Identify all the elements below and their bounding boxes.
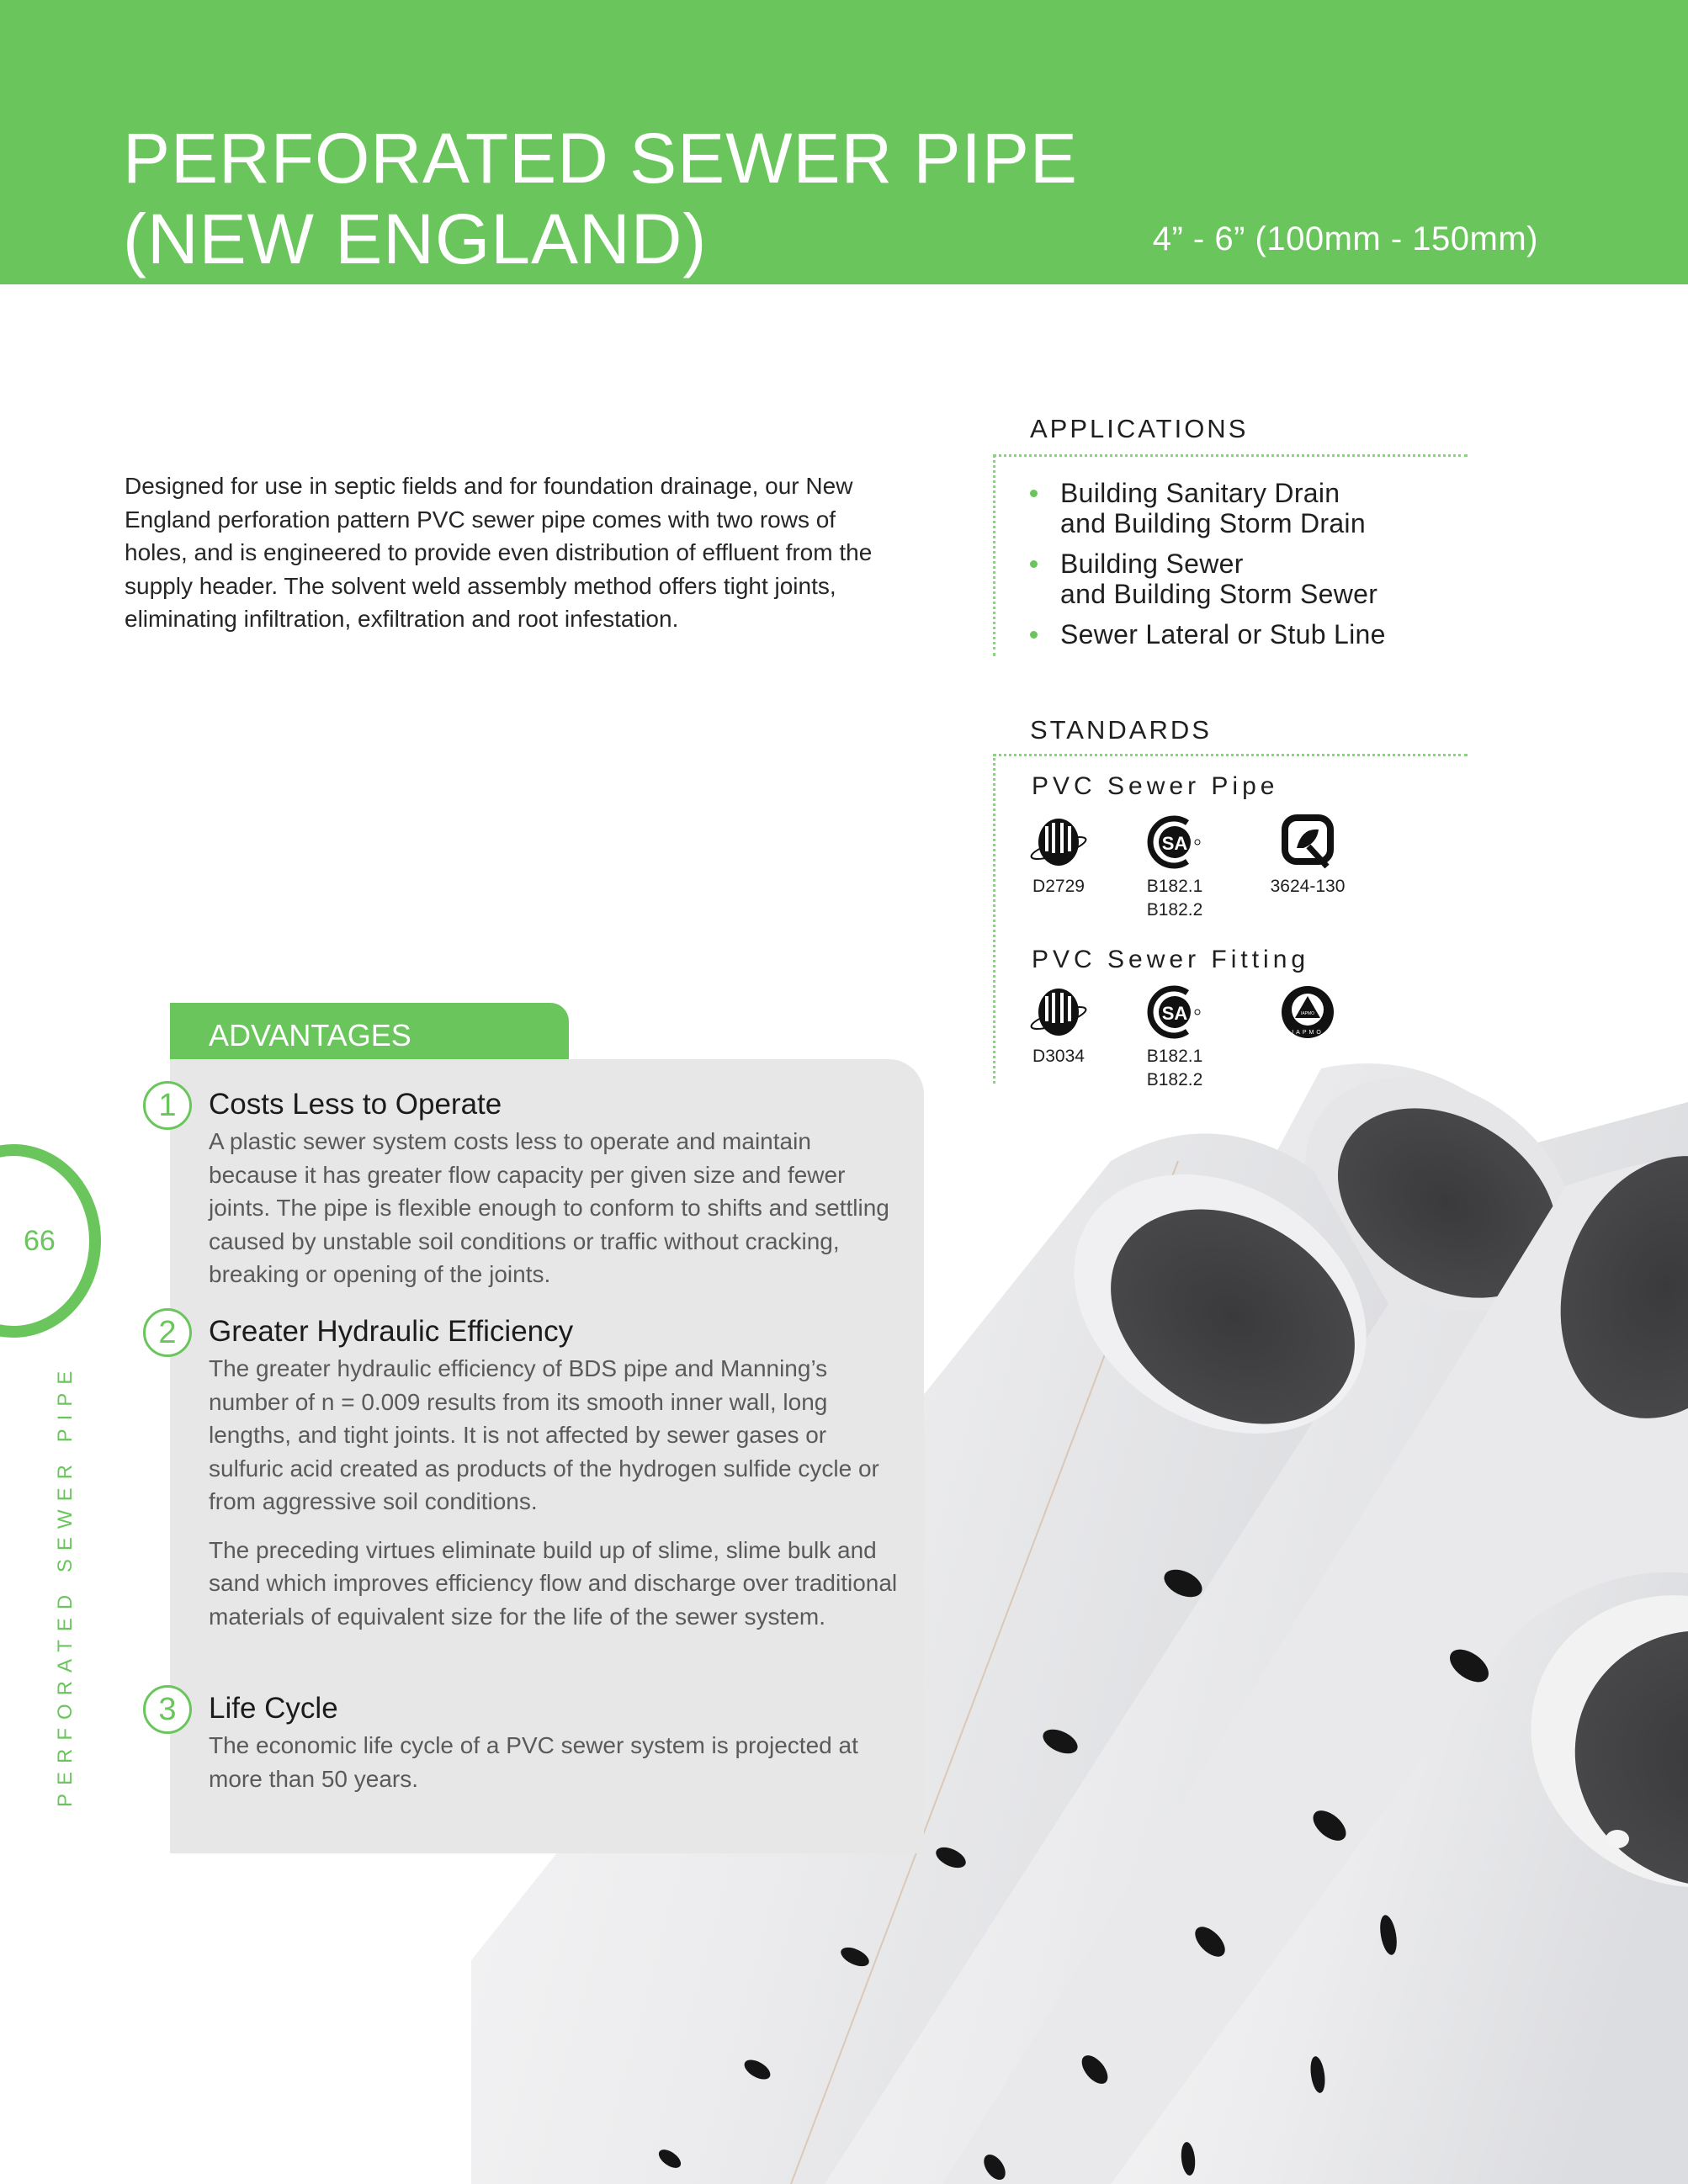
standard-code: 3624-130 — [1270, 877, 1346, 896]
bullet-icon — [1030, 631, 1038, 639]
standard-item — [991, 814, 1126, 899]
advantage-body — [209, 1352, 899, 1633]
advantage-paragraph: A plastic sewer system costs less to operate and maintain because it has greater flow capacity per given size and fewer joints. The pipe is flexible enough to conform to shifts and settling caused by unstable soil conditions or traffic without cracking, breaking or opening of the joints. — [209, 1128, 889, 1287]
standard-code: D3034 — [1032, 1047, 1085, 1066]
dotted-divider — [993, 454, 1468, 457]
standard-item — [1240, 984, 1375, 1040]
bullet-icon — [1030, 490, 1038, 497]
number-circle-icon: 2 — [143, 1308, 192, 1357]
standards-group-title: PVC Sewer Pipe — [1032, 772, 1279, 800]
list-item-text: Sewer Lateral or Stub Line — [1060, 619, 1386, 649]
section-side-label: PERFORATED SEWER PIPE — [54, 1362, 77, 1807]
standard-codes — [991, 875, 1126, 899]
standard-code: B182.2 — [1146, 900, 1203, 920]
advantages-card — [158, 1059, 924, 1853]
standards-group-title: PVC Sewer Fitting — [1032, 946, 1310, 973]
applications-list — [1030, 478, 1386, 660]
standard-code: D2729 — [1032, 877, 1085, 896]
number-circle-icon: 1 — [143, 1081, 192, 1130]
advantage-paragraph: The preceding virtues eliminate build up of slime, slime bulk and sand which improves efficiency flow and discharge over traditional materials of equivalent size for the life of the sewer system. — [209, 1536, 898, 1630]
page-number: 66 — [24, 1225, 56, 1257]
dotted-divider — [993, 454, 995, 656]
csa-logo-icon — [1145, 814, 1204, 870]
standard-code: B182.2 — [1146, 1070, 1203, 1089]
applications-section — [993, 404, 1468, 665]
size-range: 4” - 6” (100mm - 150mm) — [1152, 220, 1538, 257]
advantage-title: Life Cycle — [209, 1692, 338, 1725]
svg-text:SA: SA — [1161, 1003, 1188, 1024]
svg-text:SA: SA — [1161, 833, 1188, 854]
iapmo-logo-icon — [1278, 984, 1337, 1040]
list-item-text: and Building Storm Drain — [1060, 508, 1366, 538]
standard-item — [1240, 814, 1375, 899]
standards-section — [993, 705, 1468, 1092]
standards-heading: STANDARDS — [1030, 715, 1212, 745]
advantages-tab — [170, 1003, 569, 1062]
dotted-divider — [993, 754, 1468, 756]
astm-logo-icon — [1029, 814, 1088, 870]
advantage-paragraph: The greater hydraulic efficiency of BDS pipe and Manning’s number of n = 0.009 results from its smooth inner wall, long lengths, and tight joints. It is not affected by sewer gases or sulfuric acid created as products of the hydrogen sulfide cycle or from aggressive soil conditions. — [209, 1355, 879, 1514]
advantage-title: Costs Less to Operate — [209, 1088, 502, 1121]
advantage-body — [209, 1125, 899, 1291]
svg-text:IAPMO: IAPMO — [1300, 1011, 1315, 1016]
applications-heading: APPLICATIONS — [1030, 414, 1249, 443]
advantages-heading: ADVANTAGES — [209, 1018, 411, 1052]
standard-codes — [1107, 875, 1242, 922]
list-item-text: Building Sewer — [1060, 549, 1244, 579]
bullet-icon — [1030, 560, 1038, 568]
title-line-2: (NEW ENGLAND) — [123, 199, 708, 278]
number-circle-icon: 3 — [143, 1685, 192, 1734]
csa-logo-icon — [1145, 984, 1204, 1040]
svg-text:IAPMO: IAPMO — [1292, 1030, 1324, 1036]
bnq-logo-icon — [1278, 814, 1337, 870]
advantage-body — [209, 1729, 899, 1795]
list-item-text: and Building Storm Sewer — [1060, 579, 1378, 609]
standard-item — [1107, 814, 1242, 922]
intro-paragraph: Designed for use in septic fields and for foundation drainage, our New England perforation pattern PVC sewer pipe comes with two rows of holes, and is engineered to provide even distribution of effluent from the supply header. The solvent weld assembly method offers tight joints, eliminating infiltration, exfiltration and root infestation. — [125, 473, 873, 632]
page-title — [123, 118, 1078, 279]
list-item — [1030, 619, 1386, 649]
title-line-1: PERFORATED SEWER PIPE — [123, 119, 1078, 198]
header-band — [0, 0, 1688, 284]
list-item-text: Building Sanitary Drain — [1060, 478, 1340, 508]
standard-codes — [1240, 875, 1375, 899]
astm-logo-icon — [1029, 984, 1088, 1040]
standard-code: B182.1 — [1146, 1047, 1203, 1066]
list-item — [1030, 549, 1386, 609]
advantage-title: Greater Hydraulic Efficiency — [209, 1315, 574, 1348]
advantage-paragraph: The economic life cycle of a PVC sewer system is projected at more than 50 years. — [209, 1732, 858, 1792]
list-item — [1030, 478, 1386, 538]
standard-code: B182.1 — [1146, 877, 1203, 896]
